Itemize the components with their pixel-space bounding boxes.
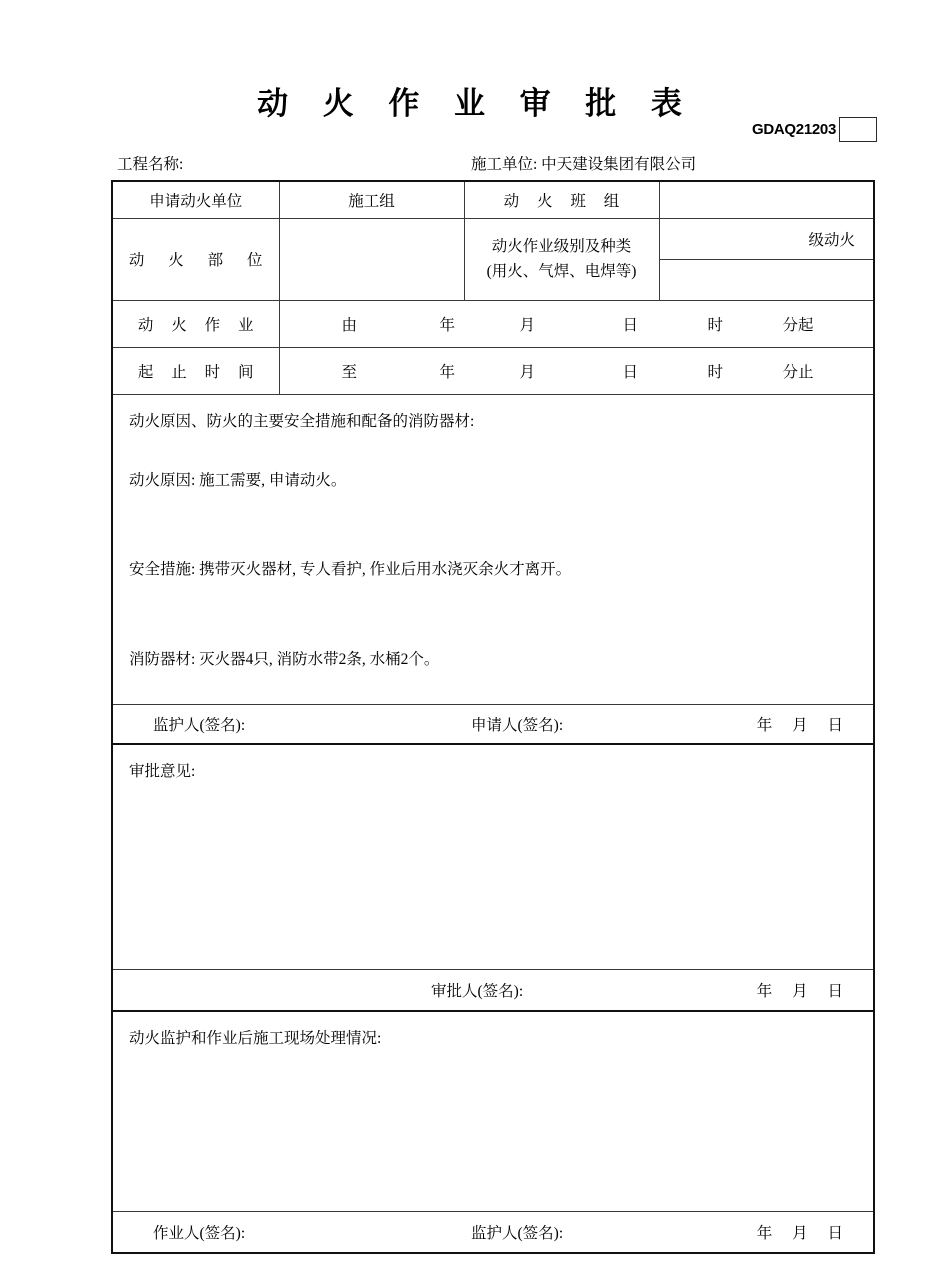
hot-work-level-cell [659, 218, 874, 300]
time-end-hour: 时 [707, 363, 724, 381]
guard-signature-label[interactable]: 监护人(签名): [153, 716, 246, 734]
approval-heading: 审批意见: [129, 763, 196, 780]
subheader [111, 152, 873, 174]
construction-unit-label: 施工单位: 中天建设集团有限公司 [471, 156, 697, 173]
time-start-from: 由 [341, 316, 358, 334]
time-start-minute: 分起 [782, 316, 814, 334]
aftercare-block [113, 1012, 873, 1211]
table-row-aftercare [112, 1011, 874, 1211]
time-start-month: 月 [519, 316, 536, 334]
table-row-reason [112, 394, 874, 704]
table-row-approval [112, 744, 874, 969]
table-row-location [112, 218, 874, 300]
time-end-to: 至 [341, 363, 358, 381]
operator-signature-label[interactable]: 作业人(签名): [153, 1224, 246, 1242]
form-code-box[interactable] [839, 117, 877, 142]
signature-apply-row [113, 705, 873, 744]
hot-work-level-value-secondary[interactable] [660, 260, 874, 300]
signature-aftercare-cell [112, 1211, 874, 1253]
guard2-signature-label[interactable]: 监护人(签名): [471, 1224, 564, 1242]
hot-work-kind-label-line2: (用火、气焊、电焊等) [486, 263, 637, 280]
approval-opinion-cell[interactable] [112, 744, 874, 969]
table-row-signature-approval [112, 969, 874, 1011]
hot-work-time-label-line1: 动 火 作 业 [112, 300, 279, 347]
signature-aftercare-row [113, 1212, 873, 1253]
hot-work-time-end-cell[interactable] [279, 347, 874, 394]
hot-work-time-label-line2: 起 止 时 间 [112, 347, 279, 394]
applicant-signature-label[interactable]: 申请人(签名): [471, 716, 564, 734]
time-start-hour: 时 [707, 316, 724, 334]
table-row-time-start [112, 300, 874, 347]
time-end-day: 日 [622, 363, 639, 381]
approval-opinion-block [113, 745, 873, 969]
time-start-day: 日 [622, 316, 639, 334]
form-code-area [752, 117, 877, 142]
aftercare-cell[interactable] [112, 1011, 874, 1211]
hot-work-kind-label-line1: 动火作业级别及种类 [491, 237, 632, 255]
hot-work-kind-label [464, 218, 659, 300]
equipment-line: 消防器材: 灭火器4只, 消防水带2条, 水桶2个。 [129, 650, 440, 668]
hot-work-location-label: 动 火 部 位 [112, 218, 279, 300]
reason-measures-cell[interactable] [112, 394, 874, 704]
apply-date-label[interactable]: 年 月 日 [756, 716, 851, 734]
hot-work-time-start-cell[interactable] [279, 300, 874, 347]
reason-heading: 动火原因、防火的主要安全措施和配备的消防器材: [129, 412, 475, 430]
hot-work-location-value[interactable] [279, 218, 464, 300]
permit-table [111, 180, 875, 1254]
aftercare-heading: 动火监护和作业后施工现场处理情况: [129, 1030, 382, 1047]
approver-signature-label[interactable]: 审批人(签名): [431, 982, 524, 1000]
table-row-time-end [112, 347, 874, 394]
measures-line: 安全措施: 携带灭火器材, 专人看护, 作业后用水浇灭余火才离开。 [129, 561, 572, 579]
time-start-year: 年 [439, 316, 456, 334]
table-row-signature-aftercare [112, 1211, 874, 1253]
signature-approval-row [113, 970, 873, 1011]
apply-unit-value[interactable]: 施工组 [279, 181, 464, 218]
reason-line: 动火原因: 施工需要, 申请动火。 [129, 471, 347, 489]
aftercare-date-label[interactable]: 年 月 日 [756, 1224, 851, 1242]
form-code-label: GDAQ21203 [751, 121, 836, 138]
time-end-month: 月 [519, 363, 536, 381]
time-end-minute: 分止 [782, 363, 814, 381]
signature-approval-cell [112, 969, 874, 1011]
page-title: 动 火 作 业 审 批 表 [257, 86, 695, 121]
reason-measures-block [113, 395, 873, 704]
table-row-apply-unit [112, 181, 874, 218]
hot-work-team-value[interactable] [659, 181, 874, 218]
hot-work-team-label: 动 火 班 组 [464, 181, 659, 218]
signature-apply-cell [112, 704, 874, 744]
table-row-signature-apply [112, 704, 874, 744]
apply-unit-label: 申请动火单位 [112, 181, 279, 218]
approval-date-label[interactable]: 年 月 日 [756, 982, 851, 1000]
time-end-year: 年 [439, 363, 456, 381]
project-name-label: 工程名称: [117, 156, 184, 173]
hot-work-level-value[interactable]: 级动火 [660, 219, 874, 260]
